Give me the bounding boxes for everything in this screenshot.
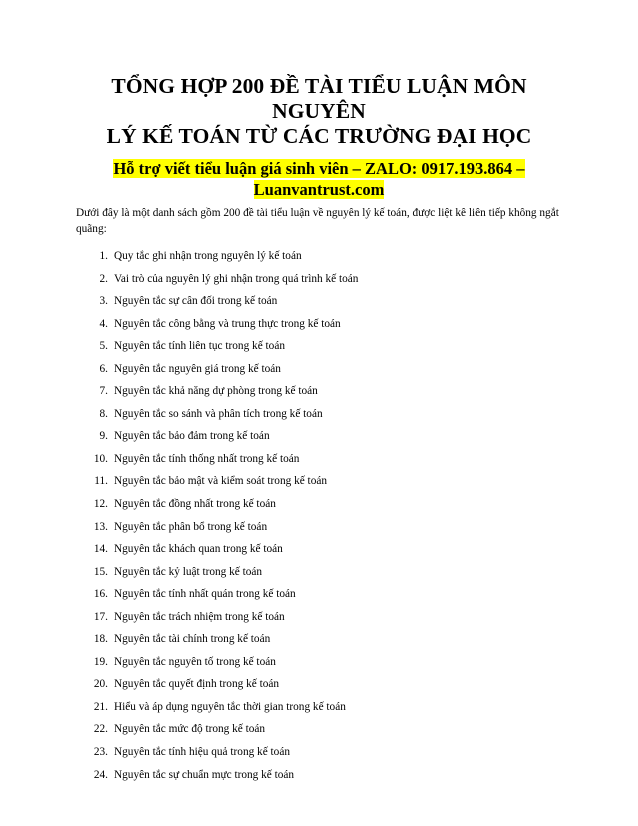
list-item-text: Nguyên tắc bảo đảm trong kế toán xyxy=(114,430,270,443)
list-item-text: Nguyên tắc tài chính trong kế toán xyxy=(114,633,271,646)
list-item xyxy=(76,474,562,497)
list-item-number: 8. xyxy=(99,407,108,420)
list-item xyxy=(76,610,562,633)
list-item-number: 22. xyxy=(93,723,108,736)
list-item xyxy=(76,317,562,340)
list-item xyxy=(76,339,562,362)
list-item-text: Nguyên tắc phân bổ trong kế toán xyxy=(114,520,268,533)
list-item xyxy=(76,407,562,430)
list-item-number: 5. xyxy=(99,340,108,353)
list-item-text: Nguyên tắc tính thống nhất trong kế toán xyxy=(114,452,300,465)
list-item-text: Nguyên tắc khách quan trong kế toán xyxy=(114,543,283,556)
list-item-text: Nguyên tắc tính hiệu quả trong kế toán xyxy=(114,746,290,759)
list-item xyxy=(76,632,562,655)
list-item-text: Quy tắc ghi nhận trong nguyên lý kế toán xyxy=(114,250,302,262)
list-item-text: Nguyên tắc sự chuẩn mực trong kế toán xyxy=(114,768,295,781)
document-title xyxy=(76,74,562,149)
list-item-text: Nguyên tắc kỷ luật trong kế toán xyxy=(114,565,263,578)
subtitle-line-2: Luanvantrust.com xyxy=(253,180,385,199)
list-item xyxy=(76,294,562,317)
title-line-2: LÝ KẾ TOÁN TỪ CÁC TRƯỜNG ĐẠI HỌC xyxy=(106,124,532,148)
list-item xyxy=(76,722,562,745)
list-item xyxy=(76,497,562,520)
list-item xyxy=(76,429,562,452)
list-item xyxy=(76,542,562,565)
list-item-text: Nguyên tắc tính liên tục trong kế toán xyxy=(114,340,285,353)
intro-paragraph: Dưới đây là một danh sách gồm 200 đề tài tiểu luận về nguyên lý kế toán, được liệt kê liên tiếp không ngắt quãng: xyxy=(76,207,559,235)
list-item-number: 10. xyxy=(93,452,108,465)
list-item-number: 4. xyxy=(99,317,108,330)
list-item-number: 12. xyxy=(93,498,108,511)
list-item xyxy=(76,677,562,700)
list-item-number: 9. xyxy=(99,430,108,443)
list-item xyxy=(76,249,562,272)
list-item-number: 19. xyxy=(93,655,108,668)
list-item-number: 17. xyxy=(93,610,108,623)
list-item-number: 23. xyxy=(93,746,108,759)
list-item xyxy=(76,587,562,610)
topic-list xyxy=(76,249,562,790)
title-line-1: TỔNG HỢP 200 ĐỀ TÀI TIỂU LUẬN MÔN NGUYÊN xyxy=(111,74,527,123)
list-item-number: 6. xyxy=(99,362,108,375)
list-item-number: 13. xyxy=(93,520,108,533)
list-item xyxy=(76,362,562,385)
list-item-text: Hiểu và áp dụng nguyên tắc thời gian trong kế toán xyxy=(114,700,346,713)
list-item-text: Nguyên tắc đồng nhất trong kế toán xyxy=(114,498,276,511)
list-item xyxy=(76,452,562,475)
list-item-number: 11. xyxy=(94,475,108,488)
list-item xyxy=(76,768,562,791)
list-item-text: Nguyên tắc sự cân đối trong kế toán xyxy=(114,295,278,308)
list-item-number: 14. xyxy=(93,543,108,556)
list-item-number: 24. xyxy=(93,768,108,781)
list-item-text: Nguyên tắc khả năng dự phòng trong kế toán xyxy=(114,385,318,398)
list-item xyxy=(76,565,562,588)
list-item-number: 21. xyxy=(93,700,108,713)
list-item-text: Nguyên tắc trách nhiệm trong kế toán xyxy=(114,610,285,623)
list-item xyxy=(76,700,562,723)
list-item-text: Nguyên tắc bảo mật và kiểm soát trong kế toán xyxy=(114,475,328,488)
list-item xyxy=(76,384,562,407)
list-item-text: Nguyên tắc nguyên giá trong kế toán xyxy=(114,362,281,375)
list-item-text: Vai trò của nguyên lý ghi nhận trong quá trình kế toán xyxy=(114,272,359,285)
list-item-text: Nguyên tắc mức độ trong kế toán xyxy=(114,723,266,736)
list-item-number: 20. xyxy=(93,678,108,691)
list-item-text: Nguyên tắc công bằng và trung thực trong kế toán xyxy=(114,317,341,330)
list-item-text: Nguyên tắc tính nhất quán trong kế toán xyxy=(114,588,296,601)
document-subtitle xyxy=(76,158,562,200)
list-item xyxy=(76,745,562,768)
list-item-text: Nguyên tắc quyết định trong kế toán xyxy=(114,678,280,691)
list-item-number: 16. xyxy=(93,588,108,601)
list-item-text: Nguyên tắc so sánh và phân tích trong kế toán xyxy=(114,407,323,420)
list-item xyxy=(76,520,562,543)
subtitle-line-1: Hỗ trợ viết tiểu luận giá sinh viên – ZALO: 0917.193.864 – xyxy=(113,159,525,178)
list-item-number: 2. xyxy=(99,272,108,285)
list-item-number: 7. xyxy=(99,385,108,398)
list-item xyxy=(76,272,562,295)
list-item-text: Nguyên tắc nguyên tố trong kế toán xyxy=(114,655,276,668)
list-item-number: 3. xyxy=(99,295,108,308)
list-item-number: 15. xyxy=(93,565,108,578)
list-item-number: 1. xyxy=(99,250,108,262)
list-item-number: 18. xyxy=(93,633,108,646)
list-item xyxy=(76,655,562,678)
